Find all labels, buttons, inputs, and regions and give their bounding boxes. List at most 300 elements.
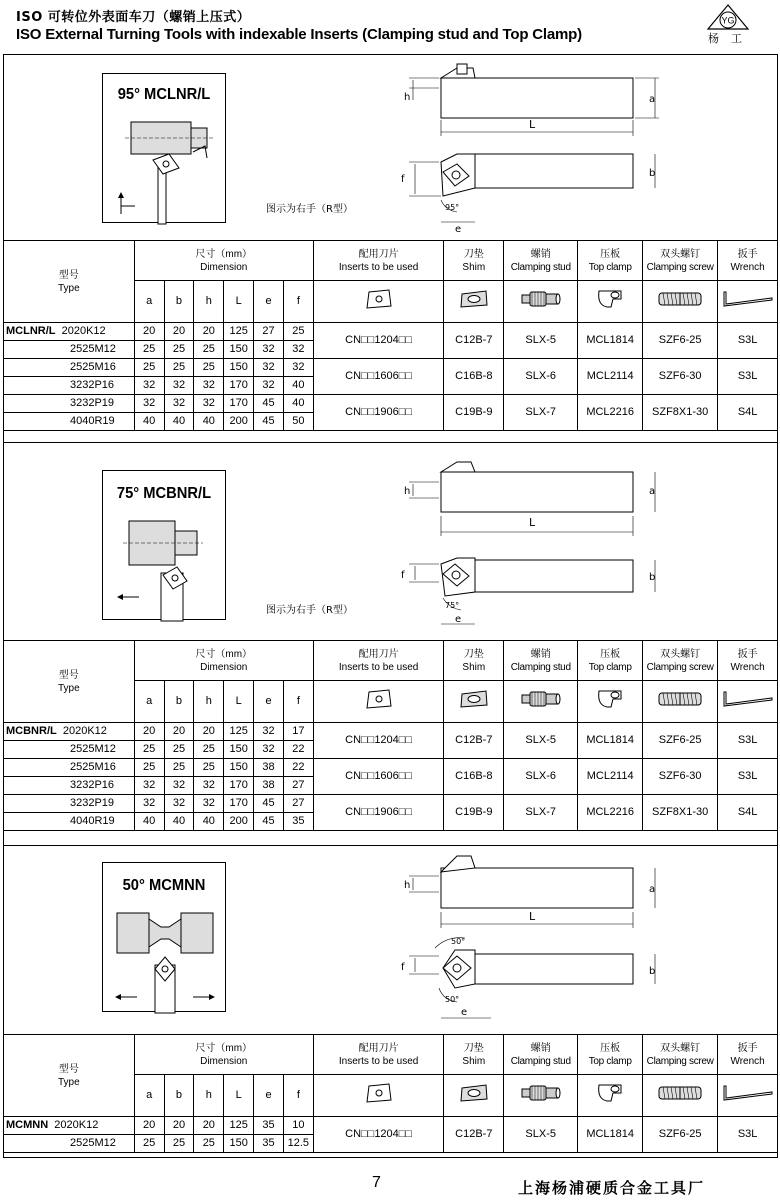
dim-label-e: e bbox=[455, 614, 462, 625]
wrench-cell bbox=[718, 759, 778, 795]
dim-value: 20 bbox=[172, 325, 186, 337]
dim-cell bbox=[224, 395, 254, 413]
shim-value: C19B-9 bbox=[455, 406, 493, 418]
dim-value: 25 bbox=[172, 343, 186, 355]
dim-header bbox=[283, 681, 313, 723]
dim-cell bbox=[134, 813, 164, 831]
clamp-header-en: Top clamp bbox=[588, 661, 632, 673]
type-code: 2020K12 bbox=[61, 325, 106, 337]
dim-value: 32 bbox=[262, 743, 275, 755]
dim-header bbox=[254, 281, 284, 323]
dim-col-b: b bbox=[175, 295, 183, 307]
dim-cell bbox=[283, 723, 313, 741]
dim-cell bbox=[254, 723, 284, 741]
dim-cell bbox=[254, 359, 284, 377]
dim-value: 32 bbox=[262, 361, 275, 373]
type-cell bbox=[4, 1135, 135, 1153]
shim-icon bbox=[458, 701, 490, 713]
type-family: MCBNR/L bbox=[6, 725, 57, 737]
dim-col-e: e bbox=[265, 1089, 272, 1101]
screw-header-en: Clamping screw bbox=[646, 661, 714, 673]
dim-cell bbox=[283, 341, 313, 359]
dim-value: 25 bbox=[172, 1137, 186, 1149]
company-logo bbox=[706, 4, 750, 30]
dim-value: 17 bbox=[292, 725, 305, 737]
tool-drawing-mcmnn bbox=[395, 850, 675, 1030]
dim-label-e: e bbox=[455, 224, 462, 235]
model-name: 95° MCLNR/L bbox=[117, 86, 211, 103]
dim-value: 32 bbox=[202, 397, 215, 409]
type-cell bbox=[4, 359, 135, 377]
clamp-value: MCL1814 bbox=[586, 1128, 635, 1140]
dim-value: 25 bbox=[202, 343, 215, 355]
dim-cell bbox=[194, 413, 224, 431]
dim-cell bbox=[164, 359, 194, 377]
model-name: 75° MCBNR/L bbox=[116, 485, 212, 502]
dim-label-f: f bbox=[401, 570, 405, 581]
dim-value: 170 bbox=[229, 779, 248, 791]
dim-value: 40 bbox=[292, 379, 305, 391]
dim-value: 35 bbox=[292, 815, 305, 827]
stud-value: SLX-6 bbox=[525, 770, 556, 782]
dim-value: 32 bbox=[143, 797, 156, 809]
table-row bbox=[4, 759, 778, 777]
shim-header-cn: 刀垫 bbox=[463, 1042, 484, 1054]
right-hand-note: 图示为右手（R型） bbox=[266, 605, 353, 616]
dim-label-b: b bbox=[649, 168, 656, 179]
dim-value: 200 bbox=[229, 815, 248, 827]
dim-header bbox=[283, 281, 313, 323]
dimension-header bbox=[134, 641, 313, 681]
type-cell bbox=[4, 813, 135, 831]
dim-value: 45 bbox=[262, 815, 275, 827]
stud-cell bbox=[504, 759, 578, 795]
insert-value: CN□□1204□□ bbox=[345, 734, 413, 746]
top-clamp-icon bbox=[593, 302, 627, 314]
wrench-cell bbox=[718, 1117, 778, 1153]
dim-value: 40 bbox=[143, 815, 156, 827]
dim-cell bbox=[283, 741, 313, 759]
dim-value: 20 bbox=[143, 325, 156, 337]
dim-value: 32 bbox=[292, 361, 305, 373]
screw-header-en: Clamping screw bbox=[646, 261, 714, 273]
dim-cell bbox=[254, 395, 284, 413]
dim-cell bbox=[194, 777, 224, 795]
table-row bbox=[4, 1117, 778, 1135]
angle-label-bottom: 50° bbox=[445, 995, 460, 1004]
clamp-value: MCL2216 bbox=[586, 406, 635, 418]
dim-cell bbox=[164, 1117, 194, 1135]
wrench-header-en: Wrench bbox=[730, 1055, 765, 1067]
dim-value: 25 bbox=[172, 761, 186, 773]
dim-value: 20 bbox=[172, 1119, 186, 1131]
dim-value: 32 bbox=[172, 797, 186, 809]
dim-value: 20 bbox=[172, 725, 186, 737]
dim-cell bbox=[134, 1135, 164, 1153]
type-header-cn: 型号 bbox=[58, 669, 79, 681]
screw-header-cn: 双头螺钉 bbox=[660, 1042, 701, 1054]
dim-cell bbox=[164, 813, 194, 831]
dim-cell bbox=[194, 741, 224, 759]
wrench-value: S3L bbox=[737, 370, 758, 382]
dim-cell bbox=[283, 395, 313, 413]
dim-cell bbox=[134, 395, 164, 413]
dim-header bbox=[164, 281, 194, 323]
dim-value: 40 bbox=[172, 415, 186, 427]
dim-cell bbox=[224, 723, 254, 741]
dimension-header bbox=[134, 1035, 313, 1075]
dim-value: 170 bbox=[229, 397, 248, 409]
dim-cell bbox=[164, 795, 194, 813]
dim-col-f: f bbox=[296, 695, 300, 707]
insert-value: CN□□1606□□ bbox=[345, 370, 413, 382]
stud-value: SLX-5 bbox=[525, 734, 556, 746]
model-box-mclnr bbox=[102, 73, 226, 223]
type-header-en: Type bbox=[58, 1076, 80, 1088]
insert-value: CN□□1204□□ bbox=[345, 1128, 413, 1140]
dimension-header-cn: 尺寸（mm） bbox=[195, 648, 253, 660]
dim-value: 10 bbox=[292, 1119, 305, 1131]
insert-icon bbox=[364, 701, 394, 713]
dim-value: 12.5 bbox=[287, 1137, 310, 1149]
screw-cell bbox=[643, 795, 718, 831]
stud-value: SLX-7 bbox=[525, 806, 556, 818]
dim-cell bbox=[224, 413, 254, 431]
type-family: MCLNR/L bbox=[6, 325, 56, 337]
shim-value: C12B-7 bbox=[455, 1128, 493, 1140]
dim-cell bbox=[224, 359, 254, 377]
dim-cell bbox=[283, 413, 313, 431]
clamping-stud-icon bbox=[518, 1095, 564, 1107]
dim-cell bbox=[224, 741, 254, 759]
dim-value: 170 bbox=[229, 797, 248, 809]
dim-value: 32 bbox=[172, 397, 186, 409]
insert-value: CN□□1204□□ bbox=[345, 334, 413, 346]
dim-value: 20 bbox=[143, 725, 156, 737]
insert-cell bbox=[313, 395, 444, 431]
type-code: 2525M16 bbox=[70, 761, 116, 773]
wrench-header bbox=[718, 641, 778, 681]
insert-value: CN□□1606□□ bbox=[345, 770, 413, 782]
wrench-header-cn: 扳手 bbox=[737, 1042, 758, 1054]
wrench-value: S4L bbox=[737, 406, 758, 418]
dim-label-a: a bbox=[649, 884, 656, 895]
dim-header bbox=[254, 1075, 284, 1117]
wrench-icon bbox=[720, 301, 776, 313]
screw-header-cn: 双头螺钉 bbox=[660, 648, 701, 660]
dim-col-h: h bbox=[205, 695, 212, 707]
wrench-value: S3L bbox=[737, 334, 758, 346]
shim-cell bbox=[444, 759, 504, 795]
dim-label-b: b bbox=[649, 572, 656, 583]
dim-label-L: L bbox=[529, 910, 536, 923]
logo-text: YG bbox=[721, 15, 735, 26]
dim-col-b: b bbox=[175, 1089, 183, 1101]
inserts-header bbox=[313, 1035, 444, 1075]
dim-col-a: a bbox=[146, 1089, 153, 1101]
dim-cell bbox=[134, 377, 164, 395]
dim-cell bbox=[164, 413, 194, 431]
dim-value: 20 bbox=[202, 325, 215, 337]
dim-cell bbox=[254, 1117, 284, 1135]
clamping-screw-icon bbox=[655, 1095, 705, 1107]
stud-header-en: Clamping stud bbox=[510, 1055, 571, 1067]
type-cell bbox=[4, 323, 135, 341]
dim-cell bbox=[164, 1135, 194, 1153]
dim-value: 40 bbox=[143, 415, 156, 427]
dimension-header-en: Dimension bbox=[200, 261, 248, 273]
dim-cell bbox=[224, 1117, 254, 1135]
dim-col-h: h bbox=[205, 1089, 212, 1101]
screw-cell bbox=[643, 323, 718, 359]
dim-cell bbox=[194, 1117, 224, 1135]
dim-value: 20 bbox=[202, 1119, 215, 1131]
screw-header-en: Clamping screw bbox=[646, 1055, 714, 1067]
dim-col-L: L bbox=[235, 1089, 242, 1101]
shim-header bbox=[444, 241, 504, 281]
screw-cell bbox=[643, 759, 718, 795]
dim-cell bbox=[134, 795, 164, 813]
shim-header-en: Shim bbox=[462, 261, 486, 273]
wrench-cell bbox=[718, 395, 778, 431]
table-row bbox=[4, 723, 778, 741]
dimension-header-en: Dimension bbox=[200, 661, 248, 673]
type-cell bbox=[4, 341, 135, 359]
dim-value: 150 bbox=[229, 343, 248, 355]
screw-cell bbox=[643, 1117, 718, 1153]
section-divider bbox=[3, 442, 778, 443]
dim-value: 25 bbox=[172, 361, 186, 373]
type-cell bbox=[4, 777, 135, 795]
type-code: 3232P16 bbox=[70, 779, 115, 791]
dim-header bbox=[194, 681, 224, 723]
dim-cell bbox=[164, 777, 194, 795]
dim-cell bbox=[164, 741, 194, 759]
wrench-header bbox=[718, 1035, 778, 1075]
dim-header bbox=[224, 281, 254, 323]
right-hand-note: 图示为右手（R型） bbox=[266, 204, 353, 215]
shim-value: C12B-7 bbox=[455, 334, 493, 346]
clamp-value: MCL2216 bbox=[586, 806, 635, 818]
dim-col-f: f bbox=[296, 295, 300, 307]
dim-value: 45 bbox=[262, 797, 275, 809]
shim-icon bbox=[458, 1095, 490, 1107]
stud-cell bbox=[504, 395, 578, 431]
dim-value: 25 bbox=[143, 343, 156, 355]
dim-cell bbox=[134, 413, 164, 431]
dim-cell bbox=[254, 377, 284, 395]
dim-col-a: a bbox=[146, 295, 153, 307]
clamp-value: MCL1814 bbox=[586, 334, 635, 346]
dim-cell bbox=[194, 323, 224, 341]
title-chinese: ISO 可转位外表面车刀（螺销上压式） bbox=[16, 10, 251, 25]
shim-header-en: Shim bbox=[462, 661, 486, 673]
shim-value: C16B-8 bbox=[455, 370, 493, 382]
dim-col-e: e bbox=[265, 295, 272, 307]
screw-header-cn: 双头螺钉 bbox=[660, 248, 701, 260]
dim-value: 150 bbox=[229, 761, 248, 773]
inserts-header-en: Inserts to be used bbox=[338, 661, 419, 673]
wrench-cell bbox=[718, 323, 778, 359]
dim-cell bbox=[224, 777, 254, 795]
dim-value: 20 bbox=[143, 1119, 156, 1131]
inserts-header bbox=[313, 641, 444, 681]
stud-header-en: Clamping stud bbox=[510, 261, 571, 273]
dim-value: 27 bbox=[262, 325, 275, 337]
dim-header bbox=[164, 681, 194, 723]
dim-value: 32 bbox=[202, 379, 215, 391]
wrench-cell bbox=[718, 795, 778, 831]
dim-cell bbox=[254, 323, 284, 341]
type-header bbox=[4, 641, 135, 723]
dim-value: 170 bbox=[229, 379, 248, 391]
dim-cell bbox=[164, 323, 194, 341]
dim-value: 50 bbox=[292, 415, 305, 427]
company-name: 上海杨浦硬质合金工具厂 bbox=[518, 1179, 706, 1197]
type-code: 2525M12 bbox=[70, 743, 116, 755]
dim-cell bbox=[224, 323, 254, 341]
dim-cell bbox=[254, 777, 284, 795]
type-cell bbox=[4, 1117, 135, 1135]
clamp-cell bbox=[578, 359, 643, 395]
wrench-value: S4L bbox=[737, 806, 758, 818]
stud-header bbox=[504, 641, 578, 681]
dim-cell bbox=[134, 341, 164, 359]
dim-value: 32 bbox=[143, 397, 156, 409]
dim-value: 25 bbox=[143, 761, 156, 773]
dim-value: 40 bbox=[202, 815, 215, 827]
dim-cell bbox=[194, 723, 224, 741]
clamp-header-en: Top clamp bbox=[588, 1055, 632, 1067]
shim-cell bbox=[444, 323, 504, 359]
clamp-value: MCL2114 bbox=[586, 370, 634, 382]
dim-cell bbox=[194, 377, 224, 395]
stud-cell bbox=[504, 723, 578, 759]
dim-cell bbox=[254, 795, 284, 813]
dim-cell bbox=[283, 359, 313, 377]
section-divider bbox=[3, 845, 778, 846]
dim-value: 45 bbox=[262, 415, 275, 427]
dim-label-f: f bbox=[401, 962, 405, 973]
screw-value: SZF6-25 bbox=[658, 334, 702, 346]
dim-label-f: f bbox=[401, 174, 405, 185]
dim-cell bbox=[194, 759, 224, 777]
title-english: ISO External Turning Tools with indexable Inserts (Clamping stud and Top Clamp) bbox=[16, 26, 582, 43]
dim-cell bbox=[134, 323, 164, 341]
wrench-header-en: Wrench bbox=[730, 261, 765, 273]
wrench-cell bbox=[718, 359, 778, 395]
stud-header-cn: 螺销 bbox=[530, 648, 551, 660]
table-row bbox=[4, 395, 778, 413]
shim-value: C19B-9 bbox=[455, 806, 493, 818]
dim-header bbox=[134, 1075, 164, 1117]
dim-value: 25 bbox=[143, 743, 156, 755]
dim-cell bbox=[134, 723, 164, 741]
angle-label: 75° bbox=[445, 601, 460, 610]
stud-header bbox=[504, 1035, 578, 1075]
clamp-header-cn: 压板 bbox=[600, 248, 621, 260]
dim-value: 38 bbox=[262, 779, 275, 791]
model-box-mcmnn bbox=[102, 862, 226, 1012]
dim-value: 150 bbox=[229, 743, 248, 755]
dimension-header-cn: 尺寸（mm） bbox=[195, 248, 253, 260]
tool-sketch-mcbnr bbox=[103, 515, 227, 621]
dim-value: 32 bbox=[143, 379, 156, 391]
dim-cell bbox=[254, 413, 284, 431]
model-box-mcbnr bbox=[102, 470, 226, 620]
dim-col-h: h bbox=[205, 295, 212, 307]
dim-value: 32 bbox=[262, 343, 275, 355]
spec-table-mcmnn bbox=[3, 1034, 778, 1153]
insert-value: CN□□1906□□ bbox=[345, 406, 413, 418]
dim-cell bbox=[283, 813, 313, 831]
shim-cell bbox=[444, 1117, 504, 1153]
dim-value: 40 bbox=[292, 397, 305, 409]
clamp-cell bbox=[578, 395, 643, 431]
dim-label-L: L bbox=[529, 118, 536, 131]
dim-cell bbox=[283, 323, 313, 341]
type-cell bbox=[4, 795, 135, 813]
inserts-header-cn: 配用刀片 bbox=[358, 648, 399, 660]
clamp-header-en: Top clamp bbox=[588, 261, 632, 273]
dim-value: 25 bbox=[202, 1137, 215, 1149]
dim-header bbox=[134, 281, 164, 323]
type-cell bbox=[4, 741, 135, 759]
stud-header-cn: 螺销 bbox=[530, 1042, 551, 1054]
type-code: 3232P16 bbox=[70, 379, 115, 391]
dim-value: 45 bbox=[262, 397, 275, 409]
type-family: MCMNN bbox=[6, 1119, 49, 1131]
stud-value: SLX-5 bbox=[525, 334, 556, 346]
angle-label: 95° bbox=[445, 203, 460, 212]
type-cell bbox=[4, 723, 135, 741]
dim-cell bbox=[224, 795, 254, 813]
dim-value: 27 bbox=[292, 779, 305, 791]
dim-label-a: a bbox=[649, 94, 656, 105]
dim-cell bbox=[224, 377, 254, 395]
wrench-icon bbox=[720, 1095, 776, 1107]
screw-cell bbox=[643, 359, 718, 395]
dim-value: 32 bbox=[262, 725, 275, 737]
shim-header-cn: 刀垫 bbox=[463, 648, 484, 660]
dim-value: 150 bbox=[229, 361, 248, 373]
dim-label-b: b bbox=[649, 966, 656, 977]
logo-caption: 杨工 bbox=[708, 32, 754, 45]
dim-cell bbox=[194, 341, 224, 359]
clamp-header bbox=[578, 241, 643, 281]
type-code: 3232P19 bbox=[70, 797, 115, 809]
dim-value: 27 bbox=[292, 797, 305, 809]
insert-cell bbox=[313, 359, 444, 395]
dim-label-h: h bbox=[404, 880, 411, 891]
insert-cell bbox=[313, 795, 444, 831]
dim-label-L: L bbox=[529, 516, 536, 529]
clamping-stud-icon bbox=[518, 701, 564, 713]
dim-cell bbox=[283, 377, 313, 395]
type-code: 4040R19 bbox=[70, 415, 115, 427]
insert-value: CN□□1906□□ bbox=[345, 806, 413, 818]
dim-header bbox=[194, 281, 224, 323]
tool-sketch-mclnr bbox=[103, 114, 227, 224]
wrench-header-en: Wrench bbox=[730, 661, 765, 673]
shim-cell bbox=[444, 795, 504, 831]
dim-label-h: h bbox=[404, 92, 411, 103]
inserts-header-cn: 配用刀片 bbox=[358, 248, 399, 260]
clamp-cell bbox=[578, 1117, 643, 1153]
dim-cell bbox=[224, 1135, 254, 1153]
wrench-icon bbox=[720, 701, 776, 713]
dim-cell bbox=[194, 395, 224, 413]
